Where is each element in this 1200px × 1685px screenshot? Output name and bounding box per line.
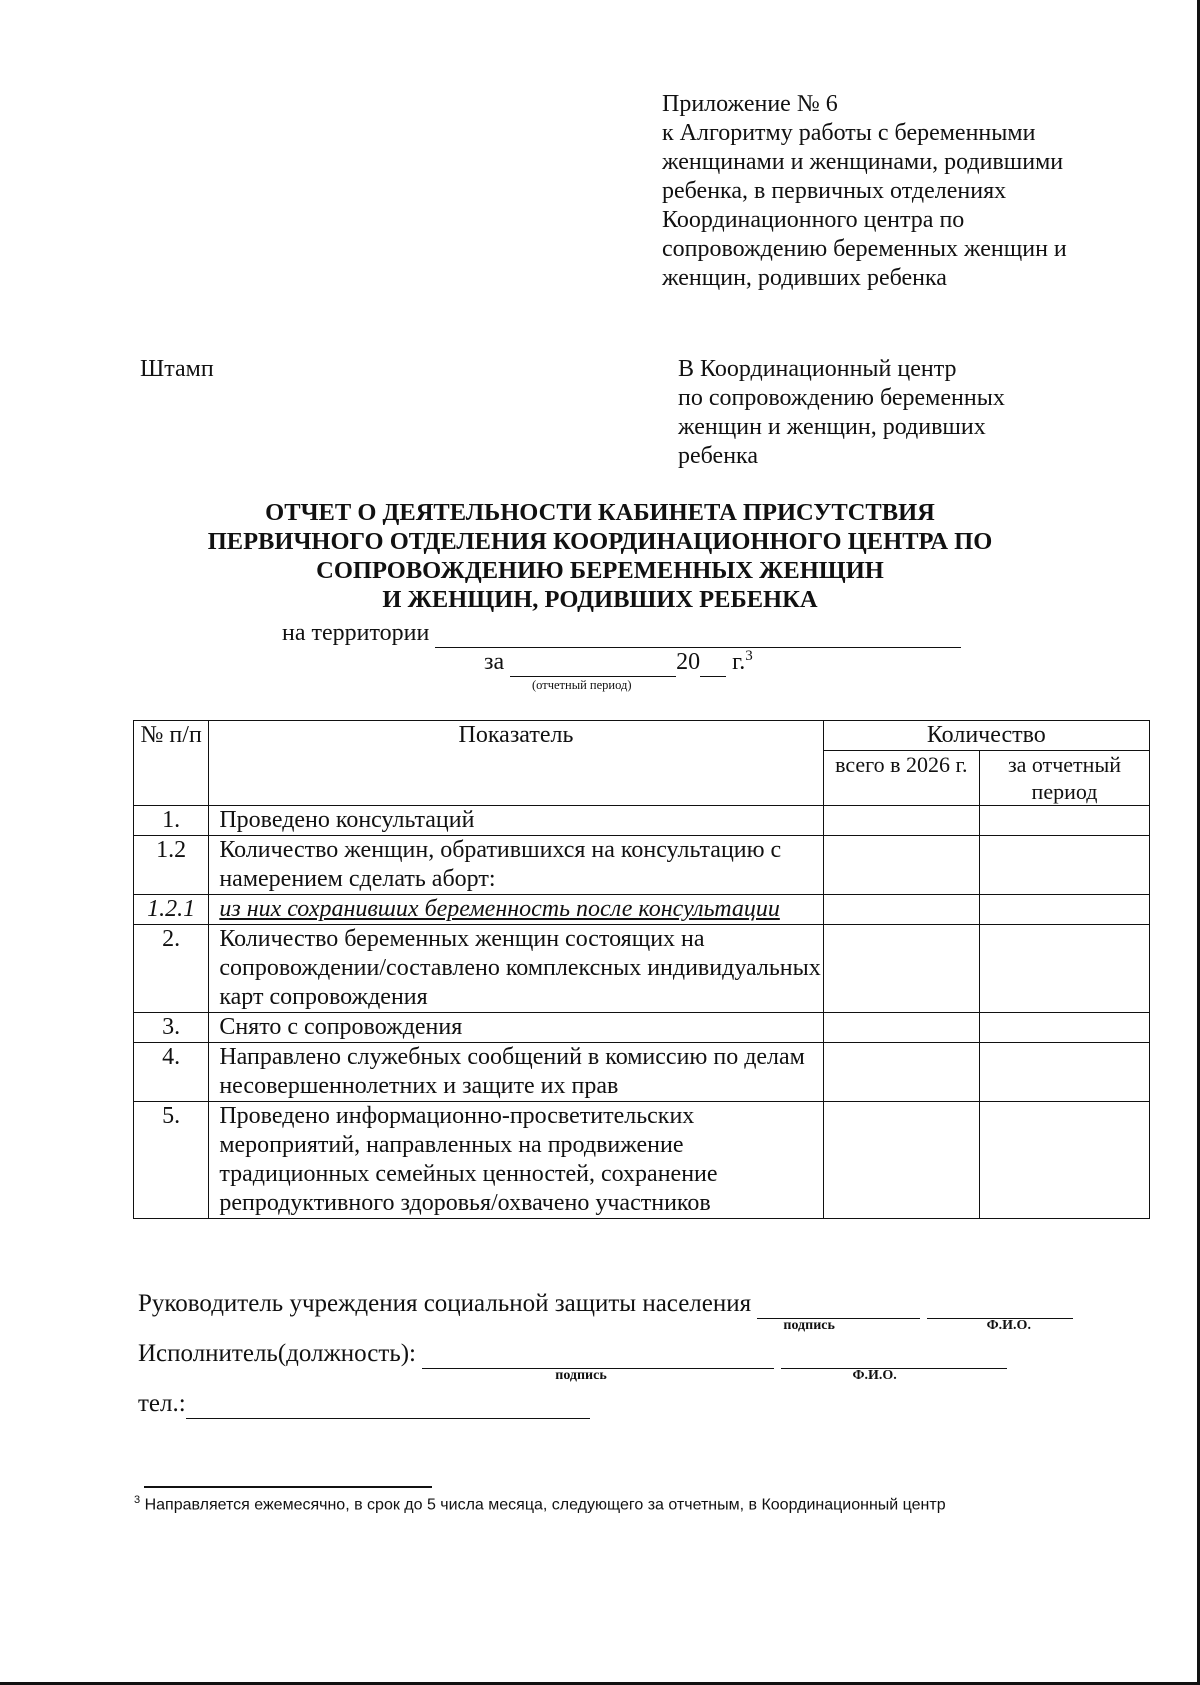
row-indicator: из них сохранивших беременность после консультации [209, 895, 823, 925]
row-num: 5. [134, 1102, 209, 1219]
footnote-mark: 3 [134, 1494, 141, 1506]
appendix-line: Приложение № 6 [662, 91, 838, 117]
row-total-cell[interactable] [823, 895, 979, 925]
row-total-cell[interactable] [823, 925, 979, 1013]
title-line: ОТЧЕТ О ДЕЯТЕЛЬНОСТИ КАБИНЕТА ПРИСУТСТВИЯ [265, 499, 935, 526]
header-num: № п/п [134, 721, 209, 806]
phone-label: тел.: [138, 1390, 186, 1417]
row-indicator: Направлено служебных сообщений в комиссию по делам несовершеннолетних и защите их прав [209, 1043, 823, 1102]
territory-label: на территории [282, 620, 430, 646]
row-period-cell[interactable] [979, 895, 1149, 925]
appendix-line: женщинами и женщинами, родившими [662, 149, 1064, 175]
table-row [134, 925, 1150, 1013]
row-indicator: Проведено информационно-просветительских мероприятий, направленных на продвижение традиционных семейных ценностей, сохранение репродуктивного здоровья/охвачено участников [209, 1102, 823, 1219]
period-field [484, 648, 753, 677]
row-period-cell[interactable] [979, 1013, 1149, 1043]
executor-name-wrap [781, 1340, 1007, 1383]
row-period-cell[interactable] [979, 1043, 1149, 1102]
row-num: 1. [134, 806, 209, 836]
table-row [134, 895, 1150, 925]
recipient-line: женщин и женщин, родивших [678, 414, 986, 440]
row-num: 3. [134, 1013, 209, 1043]
head-name-caption: Ф.И.О. [986, 1318, 1031, 1333]
executor-name-caption: Ф.И.О. [852, 1368, 897, 1383]
row-num: 1.2.1 [134, 895, 209, 925]
head-signature-blank[interactable] [757, 1290, 920, 1319]
title-line: ПЕРВИЧНОГО ОТДЕЛЕНИЯ КООРДИНАЦИОННОГО ЦЕНТРА ПО [207, 528, 993, 555]
period-footnote-mark: 3 [745, 648, 753, 664]
executor-label: Исполнитель(должность): [138, 1340, 416, 1367]
period-caption: (отчетный период) [532, 678, 632, 692]
header-total: всего в 2026 г. [823, 751, 979, 806]
head-signature-line [138, 1290, 1073, 1333]
recipient-line: по сопровождению беременных [678, 385, 1005, 411]
header-quantity: Количество [823, 721, 1149, 751]
head-label: Руководитель учреждения социальной защиты населения [138, 1290, 752, 1317]
phone-field [138, 1390, 590, 1419]
row-indicator: Количество беременных женщин состоящих на сопровождении/составлено комплексных индивидуальных карт сопровождения [209, 925, 823, 1013]
row-num: 1.2 [134, 836, 209, 895]
row-num: 4. [134, 1043, 209, 1102]
footnote-text: Направляется ежемесячно, в срок до 5 числа месяца, следующего за отчетным, в Координационный центр [144, 1496, 946, 1514]
recipient-line: В Координационный центр [678, 356, 957, 382]
row-indicator: Снято с сопровождения [209, 1013, 823, 1043]
footnote-divider [144, 1486, 432, 1488]
period-year-suffix: г. [732, 649, 746, 675]
row-indicator: Проведено консультаций [209, 806, 823, 836]
period-prefix: за [484, 649, 505, 675]
report-table [133, 720, 1150, 1219]
row-total-cell[interactable] [823, 1043, 979, 1102]
table-row [134, 836, 1150, 895]
appendix-line: женщин, родивших ребенка [662, 265, 947, 291]
row-num: 2. [134, 925, 209, 1013]
executor-signature-caption: подпись [555, 1368, 607, 1383]
row-total-cell[interactable] [823, 1013, 979, 1043]
appendix-line: к Алгоритму работы с беременными [662, 120, 1036, 146]
territory-field [282, 620, 961, 648]
appendix-line: сопровождению беременных женщин и [662, 236, 1067, 262]
table-header-row [134, 721, 1150, 751]
row-indicator: Количество женщин, обратившихся на консультацию с намерением сделать аборт: [209, 836, 823, 895]
row-period-cell[interactable] [979, 836, 1149, 895]
table-row [134, 1043, 1150, 1102]
territory-blank[interactable] [435, 620, 961, 648]
row-period-cell[interactable] [979, 806, 1149, 836]
recipient-block [678, 355, 1098, 471]
phone-blank[interactable] [186, 1390, 590, 1419]
appendix-line: ребенка, в первичных отделениях [662, 178, 1007, 204]
executor-name-blank[interactable] [781, 1340, 1007, 1369]
title-line: СОПРОВОЖДЕНИЮ БЕРЕМЕННЫХ ЖЕНЩИН [316, 557, 884, 584]
title-line: И ЖЕНЩИН, РОДИВШИХ РЕБЕНКА [382, 586, 818, 613]
appendix-note [662, 90, 1142, 293]
head-name-blank[interactable] [927, 1290, 1073, 1319]
executor-signature-wrap [422, 1340, 774, 1383]
head-signature-wrap [757, 1290, 920, 1333]
row-total-cell[interactable] [823, 1102, 979, 1219]
footnote [134, 1494, 1184, 1514]
period-year-prefix: 20 [676, 649, 701, 675]
table-row [134, 1102, 1150, 1219]
table-row [134, 1013, 1150, 1043]
row-total-cell[interactable] [823, 806, 979, 836]
report-title [100, 498, 1100, 614]
period-year-blank[interactable] [700, 649, 726, 677]
executor-signature-blank[interactable] [422, 1340, 774, 1369]
row-period-cell[interactable] [979, 925, 1149, 1013]
appendix-line: Координационного центра по [662, 207, 965, 233]
executor-signature-line [138, 1340, 1007, 1383]
row-period-cell[interactable] [979, 1102, 1149, 1219]
table-row [134, 806, 1150, 836]
recipient-line: ребенка [678, 443, 758, 469]
period-blank[interactable] [510, 649, 676, 677]
head-signature-caption: подпись [783, 1318, 835, 1333]
stamp-label: Штамп [140, 356, 214, 382]
header-indicator: Показатель [209, 721, 823, 806]
header-period: за отчетный период [979, 751, 1149, 806]
head-name-wrap [927, 1290, 1073, 1333]
row-total-cell[interactable] [823, 836, 979, 895]
